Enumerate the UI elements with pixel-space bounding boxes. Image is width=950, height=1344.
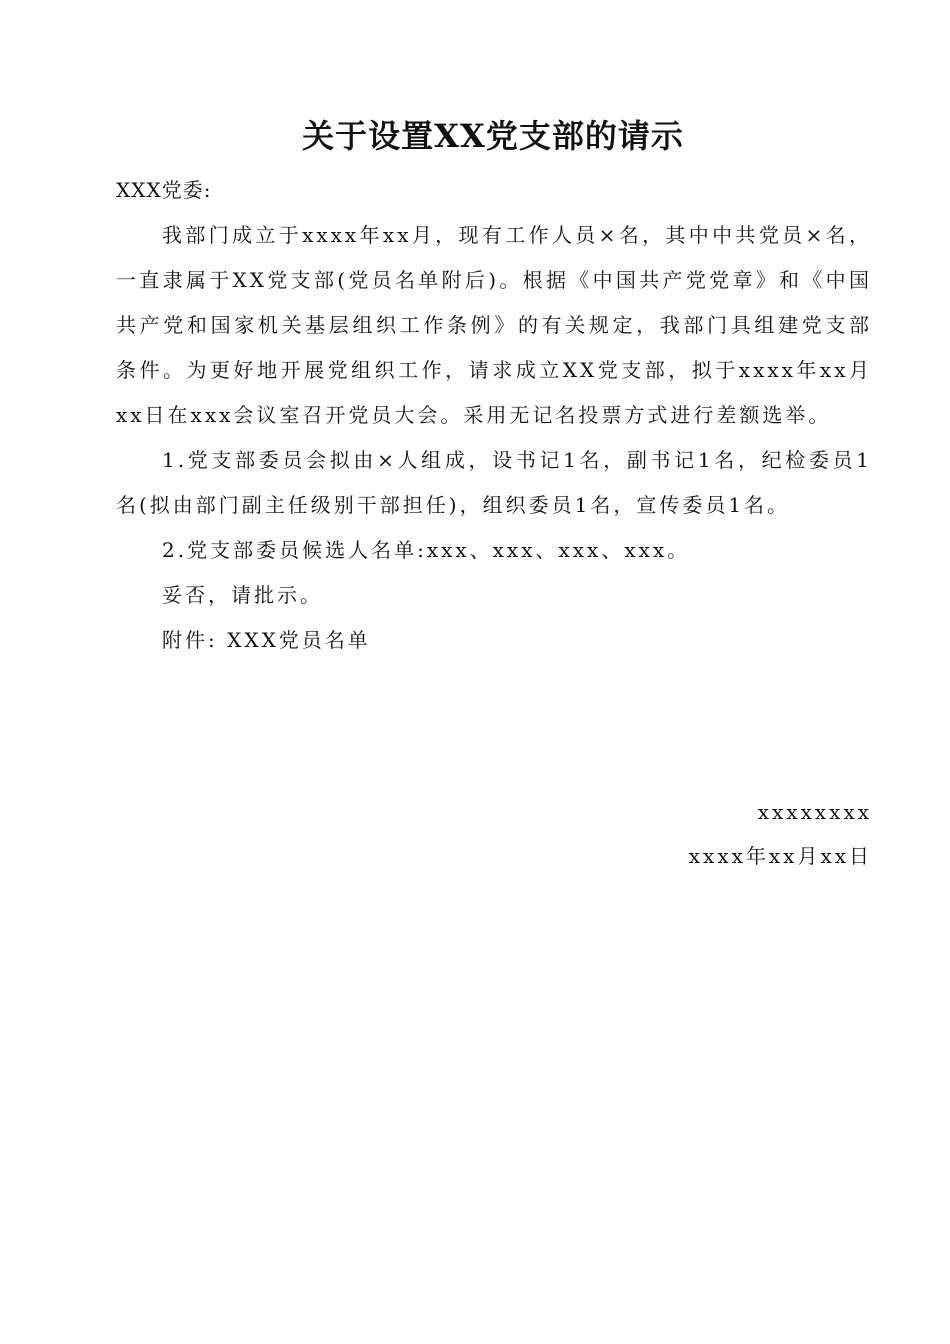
salutation: XXX党委: [116,178,212,202]
signature-org: xxxxxxxx [757,800,872,824]
paragraph-request: 妥否，请批示。 [162,583,323,607]
paragraph-item-1: 1.党支部委员会拟由×人组成，设书记1名，副书记1名，纪检委员1名(拟由部门副主任级别干部担任)，组织委员1名，宣传委员1名。 [116,448,872,517]
paragraph-main: 我部门成立于xxxx年xx月，现有工作人员×名，其中中共党员×名，一直隶属于XX党支部(党员名单附后)。根据《中国共产党党章》和《中国共产党和国家机关基层组织工作条例》的有关规定，我部门具组建党支部条件。为更好地开展党组织工作，请求成立XX党支部，拟于xxxx年xx月xx日在xxx会议室召开党员大会。采用无记名投票方式进行差额选举。 [116,223,872,427]
paragraph-item-2: 2.党支部委员候选人名单:xxx、xxx、xxx、xxx。 [162,538,691,562]
paragraph-attachment: 附件: XXX党员名单 [162,628,371,652]
document-title: 关于设置XX党支部的请示 [302,117,684,155]
signature-block [560,790,872,878]
signature-date: xxxx年xx月xx日 [688,844,872,868]
document-body [116,168,872,663]
